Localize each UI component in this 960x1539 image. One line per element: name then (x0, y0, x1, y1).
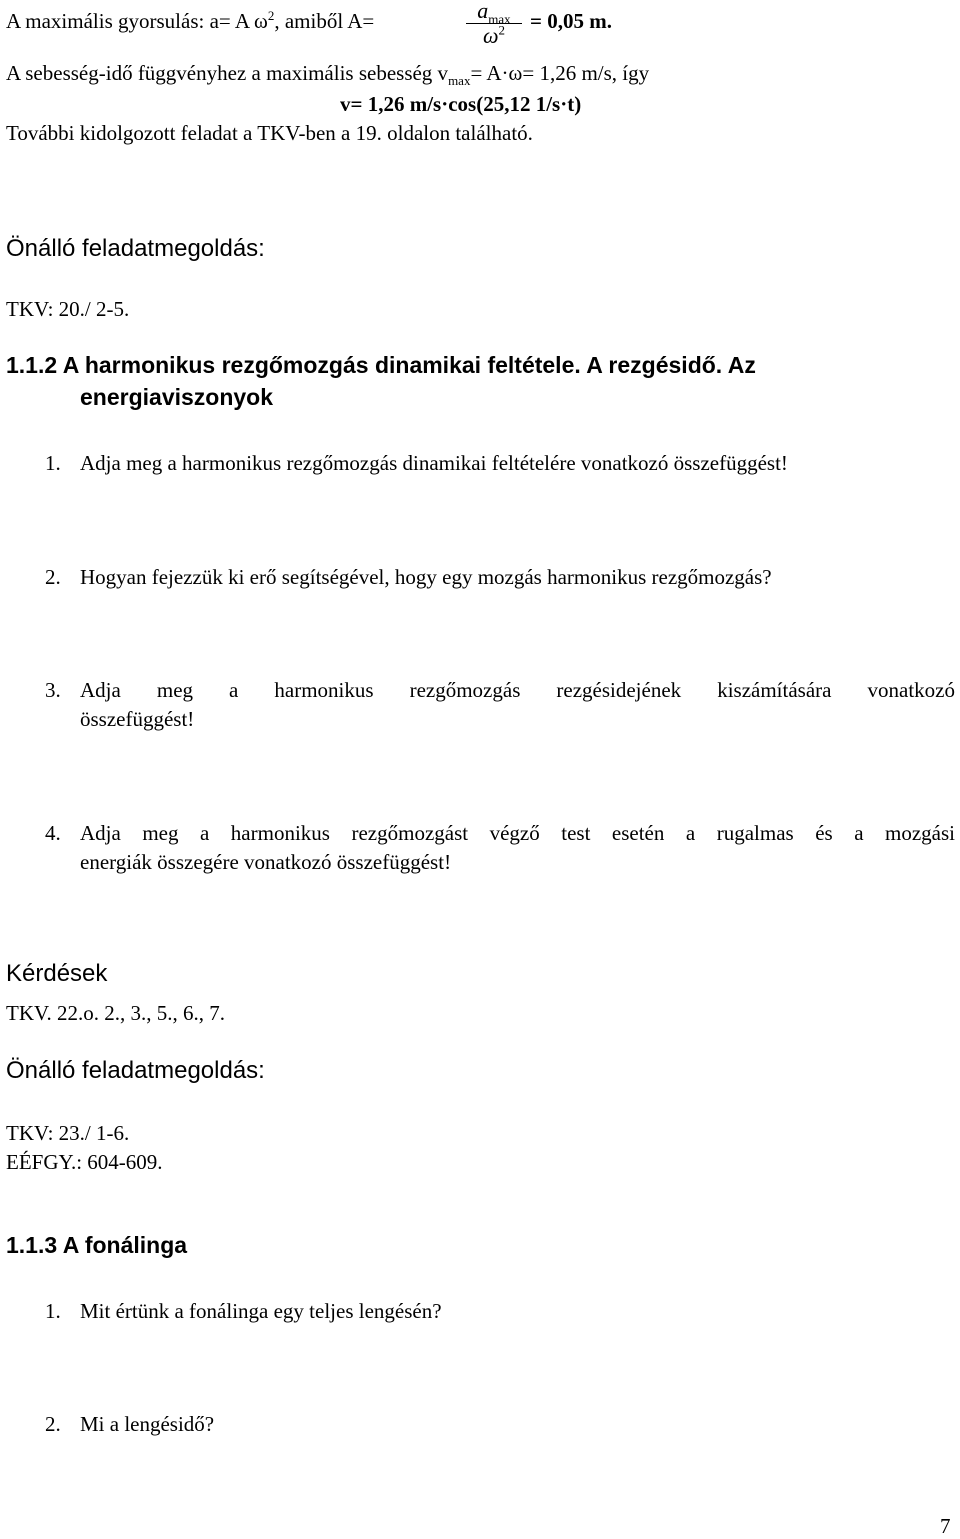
list-item-text: Hogyan fejezzük ki erő segítségével, hogy egy mozgás harmonikus rezgőmozgás? (80, 565, 772, 589)
fraction-numerator: $a_{max}$ (477, 0, 511, 27)
list-item-num: 4. (45, 821, 61, 845)
intro-line-1-mid: , amiből A= (274, 9, 375, 33)
section-heading-onallo-1: Önálló feladatmegoldás: (6, 235, 265, 262)
exponent: 2 (267, 8, 275, 23)
list-item-num: 3. (45, 678, 61, 702)
fraction-denominator: $\omega^2$ (482, 22, 506, 48)
list-item-num: 1. (45, 1299, 61, 1323)
section-ref-1: TKV: 20./ 2-5. (6, 297, 130, 321)
intro-line-4: További kidolgozott feladat a TKV-ben a 19. oldalon található. (6, 121, 533, 145)
section-heading-kerdesek: Kérdések (6, 960, 108, 987)
list-item-text-line1: Adja meg a harmonikus rezgőmozgás rezgésidejének kiszámítására vonatkozó (80, 678, 955, 702)
velocity-formula: v= 1,26 m/s·cos(25,12 1/s·t) (340, 92, 582, 116)
omega-symbol: ω (254, 9, 268, 33)
list-item-text: Mi a lengésidő? (80, 1412, 215, 1436)
subscript-max: max (448, 73, 471, 89)
section-ref-kerdesek: TKV. 22.o. 2., 3., 5., 6., 7. (6, 1001, 225, 1025)
section-ref-2a: TKV: 23./ 1-6. (6, 1121, 130, 1145)
intro-line-2-post: = A·ω= 1,26 m/s, így (470, 61, 650, 85)
list-item-text: Mit értünk a fonálinga egy teljes lengésén? (80, 1299, 442, 1323)
list-item-num: 2. (45, 565, 61, 589)
intro-line-1 (6, 8, 374, 34)
list-item-text-line1: Adja meg a harmonikus rezgőmozgást végző test esetén a rugalmas és a mozgási (80, 821, 955, 845)
page-number: 7 (940, 1514, 951, 1538)
intro-line-1-text: A maximális gyorsulás: a= A (6, 9, 250, 33)
list-item-text-line2: energiák összegére vonatkozó összefüggést! (80, 850, 452, 874)
list-item-num: 1. (45, 451, 61, 475)
intro-line-2 (6, 60, 650, 89)
section-title-1-1-2-line2: energiaviszonyok (80, 384, 274, 410)
formula-fraction (463, 0, 525, 48)
list-item-text: Adja meg a harmonikus rezgőmozgás dinamikai feltételére vonatkozó összefüggést! (80, 451, 788, 475)
list-item-num: 2. (45, 1412, 61, 1436)
intro-line-1-result: = 0,05 m. (530, 9, 612, 33)
section-ref-2b: EÉFGY.: 604-609. (6, 1150, 163, 1174)
section-title-1-1-2-line1: 1.1.2 A harmonikus rezgőmozgás dinamikai feltétele. A rezgésidő. Az (6, 352, 756, 378)
intro-line-2-text: A sebesség-idő függvényhez a maximális sebesség v (6, 61, 449, 85)
section-heading-onallo-2: Önálló feladatmegoldás: (6, 1057, 265, 1084)
section-title-1-1-3: 1.1.3 A fonálinga (6, 1232, 188, 1258)
list-item-text-line2: összefüggést! (80, 707, 195, 731)
